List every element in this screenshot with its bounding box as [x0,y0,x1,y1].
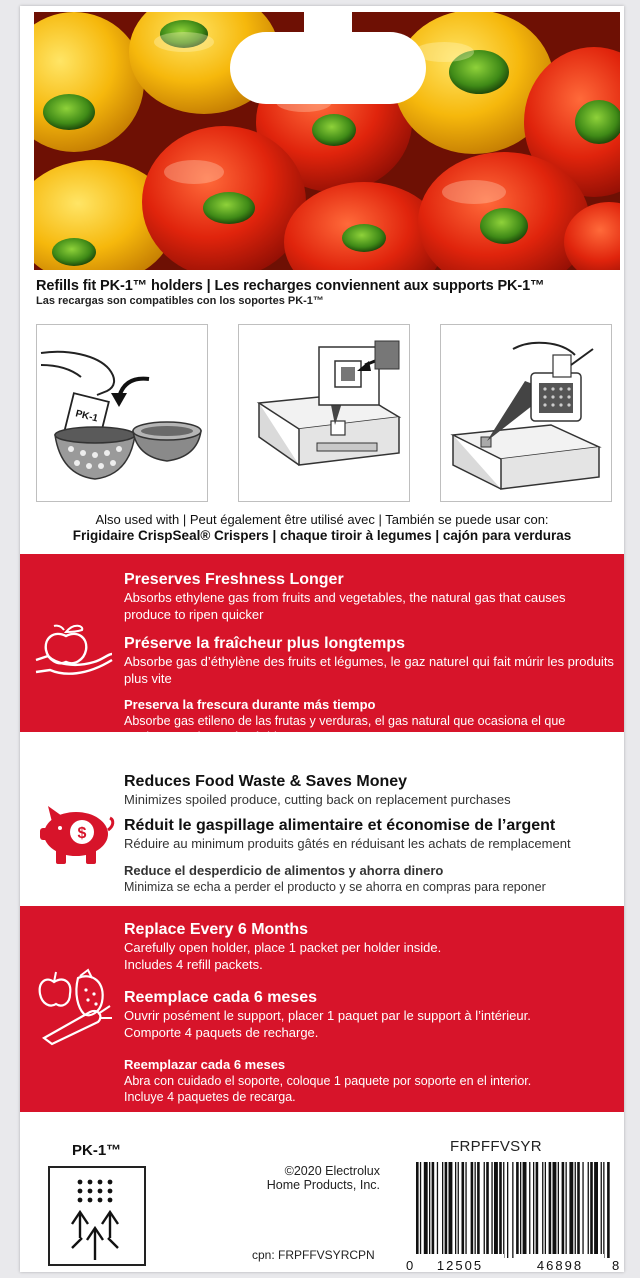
waste-title-fr: Réduit le gaspillage alimentaire et économise de l’argent [124,817,556,834]
barcode-bar [475,1162,476,1258]
barcode-bar [523,1162,527,1258]
barcode-bar [536,1162,539,1258]
barcode-bar [512,1162,513,1258]
barcode-bar [588,1162,589,1258]
packet-label: PK-1 [74,408,100,425]
replace-text2-fr: Comporte 4 paquets de recharge. [124,1025,319,1040]
barcode-bar [549,1162,552,1258]
barcode-bar [516,1162,519,1258]
barcode-bar [577,1162,580,1258]
refill-compatibility [36,278,616,307]
freshness-text-fr: Absorbe gas d’éthylène des fruits et légumes, le gaz naturel qui fait múrir les produits plus vite [124,654,614,686]
barcode-bar [442,1162,443,1258]
barcode-bar [575,1162,576,1258]
freshness-text-es: Absorbe gas etileno de las frutas y verduras, el gas natural que ocasiona el que producto madure más rápido [124,714,566,744]
barcode-bar [424,1162,428,1258]
copyright-line2: Home Products, Inc. [266,1178,380,1192]
barcode-bar [545,1162,546,1258]
barcode-bar [569,1162,573,1258]
freshness-band [20,554,624,744]
copyright [244,1164,380,1192]
replace-band [20,906,624,1112]
barcode-bar [445,1162,448,1258]
barcode-bar [558,1162,559,1258]
barcode-bar [429,1162,430,1258]
barcode-bar [432,1162,435,1258]
barcode-digits-left: 12505 [436,1258,484,1272]
replace-title-es: Reemplazar cada 6 meses [124,1057,286,1072]
barcode-bar [562,1162,565,1258]
barcode-bar [437,1162,438,1258]
also-used-line1: Also used with | Peut également être utilisé avec | También se puede usar con: [95,512,549,527]
barcode-bar [420,1162,421,1258]
waste-text-en: Minimizes spoiled produce, cutting back on replacement purchases [124,792,511,807]
piggy-bank-icon [34,800,116,871]
hang-hole [230,32,426,104]
barcode-bar [416,1162,419,1258]
replace-text2-es: Incluye 4 paquetes de recarga. [124,1090,296,1104]
sku-code: FRPFFVSYR [450,1138,542,1155]
package-back [20,6,624,1272]
barcode-bar [601,1162,602,1258]
freshness-title-fr: Préserve la fraîcheur plus longtemps [124,635,405,652]
copyright-line1: ©2020 Electrolux [284,1164,380,1178]
illustration-crisper-holder [238,324,410,502]
barcode-bar [553,1162,557,1258]
barcode-bar [471,1162,474,1258]
barcode-bar [491,1162,492,1258]
refill-main-text: Refills fit PK-1™ holders | Les recharges conviennent aux supports PK-1™ [36,278,545,294]
replace-text1-es: Abra con cuidado el soporte, coloque 1 paquete por soporte en el interior. [124,1074,532,1088]
barcode-bar [477,1162,480,1258]
barcode-bar [507,1162,508,1258]
barcode-bar [529,1162,530,1258]
freshness-title-es: Preserva la frescura durante más tiempo [124,697,376,712]
barcode-bar [582,1162,583,1258]
waste-text-fr: Réduire au minimum produits gâtés en réduisant les achats de remplacement [124,836,571,851]
replace-text1-fr: Ouvrir posément le support, placer 1 paquet par le support à l’intérieur. [124,1008,531,1023]
replace-text2-en: Includes 4 refill packets. [124,957,263,972]
barcode-bar [603,1162,604,1258]
barcode-bar [462,1162,465,1258]
barcode-digit-last: 8 [612,1258,620,1272]
barcode-bar [533,1162,534,1258]
replace-title-en: Replace Every 6 Months [124,921,309,938]
barcode-digits-right: 46898 [536,1258,584,1272]
also-used-line2: Frigidaire CrispSeal® Crispers | chaque tiroir à legumes | cajón para verduras [72,528,572,543]
barcode-bar [542,1162,543,1258]
instruction-illustrations [36,324,611,502]
barcode-bar [494,1162,498,1258]
replace-title-fr: Reemplace cada 6 meses [124,989,318,1006]
barcode-bar [499,1162,502,1258]
barcode-bar [594,1162,598,1258]
barcode-bar [566,1162,567,1258]
barcode-bar [465,1162,466,1258]
pk1-title: PK-1™ [72,1142,122,1159]
barcode-digit-first: 0 [406,1258,414,1272]
replace-text1-en: Carefully open holder, place 1 packet per holder inside. [124,940,442,955]
pk1-holder-icon [48,1166,146,1266]
fruit-vegetables-icon [34,968,116,1057]
barcode-bar [607,1162,610,1258]
cpn-code: cpn: FRPFFVSYRCPN [252,1248,375,1262]
barcode-bar [484,1162,485,1258]
barcode [400,1162,624,1272]
refill-spanish-text: Las recargas son compatibles con los soportes PK-1™ [36,295,324,307]
freshness-text-en: Absorbs ethylene gas from fruits and vegetables, the natural gas that causes produce to ripen quicker [124,590,566,622]
barcode-bar [520,1162,521,1258]
footer [20,1118,624,1272]
also-used-with [20,512,624,543]
illustration-drawer-insert [440,324,612,502]
waste-text-es: Minimiza se echa a perder el producto y se ahorra en compras para reponer [124,880,546,894]
waste-title-es: Reduce el desperdicio de alimentos y ahorra dinero [124,863,444,878]
barcode-bar [503,1162,504,1258]
illustration-packet-bowl [36,324,208,502]
barcode-bar [590,1162,593,1258]
barcode-bar [486,1162,489,1258]
barcode-bar [455,1162,456,1258]
coin-symbol: $ [77,825,87,842]
barcode-bar [449,1162,453,1258]
waste-title-en: Reduces Food Waste & Saves Money [124,773,408,790]
apple-hand-icon [34,620,116,685]
barcode-bar [458,1162,459,1258]
peppers-photo [34,12,620,270]
waste-band [20,758,624,898]
freshness-title-en: Preserves Freshness Longer [124,571,344,588]
